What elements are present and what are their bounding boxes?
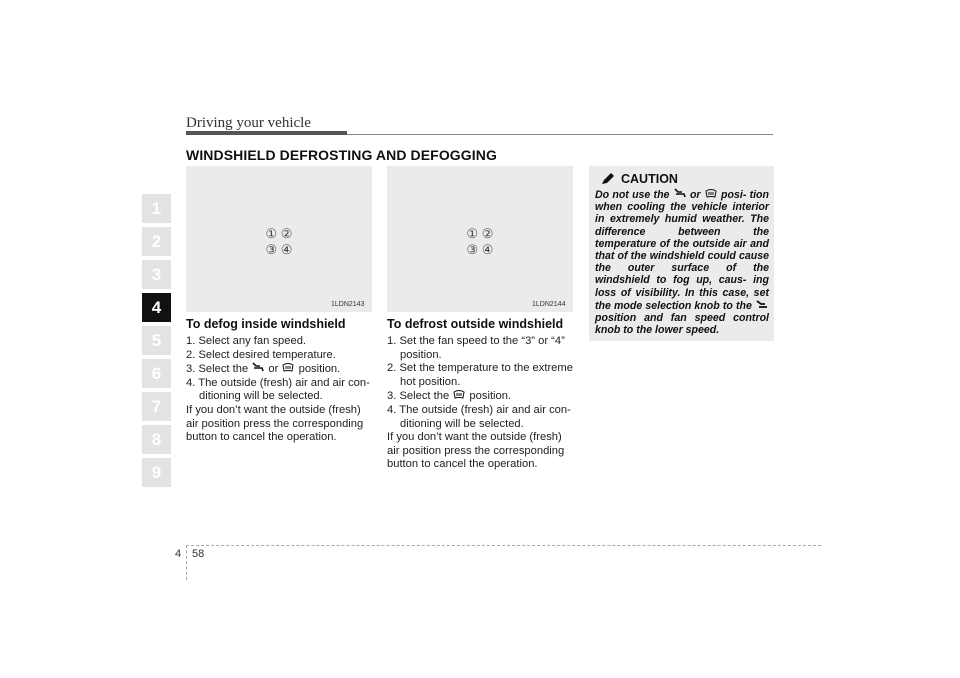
running-head: Driving your vehicle: [186, 115, 311, 131]
chapter-tab-1[interactable]: 1: [142, 194, 171, 223]
figure-callouts: [249, 226, 309, 258]
defrost-section: [387, 317, 573, 472]
header-rule-accent: [186, 131, 347, 135]
caution-text: Do not use the or posi- tion when cooling the vehicle interior in extremely humid weather. The difference between the temperature of the outside air and that of the windshield could cause the outer surface of the windshield to fog up, caus- ing loss of visibility. In this case, set the mode selection knob to the position and fan speed control knob to the lower speed.: [595, 189, 770, 337]
caution-title: CAUTION: [601, 172, 678, 186]
figure-callouts: [450, 226, 510, 258]
defrost-note: If you don’t want the outside (fresh) air position press the corresponding button to cancel the operation.: [387, 431, 565, 471]
callout-row-1: ① ②: [466, 226, 494, 241]
defrost-heading: To defrost outside windshield: [387, 317, 564, 331]
pencil-icon: [601, 173, 615, 185]
footer-page-number: 58: [192, 548, 205, 560]
defrost-icon: [452, 389, 466, 400]
defrost-icon: [281, 362, 295, 373]
chapter-tab-7[interactable]: 7: [142, 392, 171, 421]
defog-section: [186, 317, 372, 445]
footer-rule: [186, 545, 821, 546]
chapter-tab-5[interactable]: 5: [142, 326, 171, 355]
defog-step-2: 2. Select desired temperature.: [186, 348, 336, 361]
footer-chapter-number: 4: [175, 548, 182, 560]
footer-divider: [186, 545, 187, 580]
chapter-tab-4[interactable]: 4: [142, 293, 171, 322]
defog-note: If you don’t want the outside (fresh) air position press the corresponding button to cancel the operation.: [186, 403, 364, 444]
chapter-tabs: [142, 194, 171, 491]
figure-code: 1LDN2143: [331, 301, 365, 308]
defog-heading: To defog inside windshield: [186, 317, 346, 331]
chapter-tab-8[interactable]: 8: [142, 425, 171, 454]
figure-defog: [186, 166, 372, 312]
defrost-step-1: 1. Set the fan speed to the “3” or “4” position.: [387, 335, 565, 361]
defog-steps: [186, 335, 372, 445]
defog-step-4: 4. The outside (fresh) air and air con- ditioning will be selected.: [186, 376, 370, 403]
defrost-icon: [704, 188, 718, 199]
caution-box: [589, 166, 774, 341]
section-title: WINDSHIELD DEFROSTING AND DEFOGGING: [186, 147, 497, 163]
defog-step-1: 1. Select any fan speed.: [186, 335, 307, 347]
floor-defrost-icon: [251, 362, 265, 373]
defrost-step-2: 2. Set the temperature to the extreme hot position.: [387, 362, 573, 388]
chapter-tab-9[interactable]: 9: [142, 458, 171, 487]
defrost-step-4: 4. The outside (fresh) air and air con- ditioning will be selected.: [387, 403, 571, 430]
callout-row-1: ① ②: [265, 226, 293, 241]
floor-defrost-icon: [673, 188, 687, 199]
figure-defrost: [387, 166, 573, 312]
defrost-step-3: 3. Select the position.: [387, 390, 512, 403]
chapter-tab-6[interactable]: 6: [142, 359, 171, 388]
chapter-tab-2[interactable]: 2: [142, 227, 171, 256]
callout-row-2: ③ ④: [265, 242, 293, 257]
callout-row-2: ③ ④: [466, 242, 494, 257]
defog-step-3: 3. Select the or position.: [186, 363, 341, 376]
figure-code: 1LDN2144: [532, 301, 566, 308]
floor-mode-icon: [755, 299, 769, 310]
chapter-tab-3[interactable]: 3: [142, 260, 171, 289]
defrost-steps: [387, 335, 573, 472]
